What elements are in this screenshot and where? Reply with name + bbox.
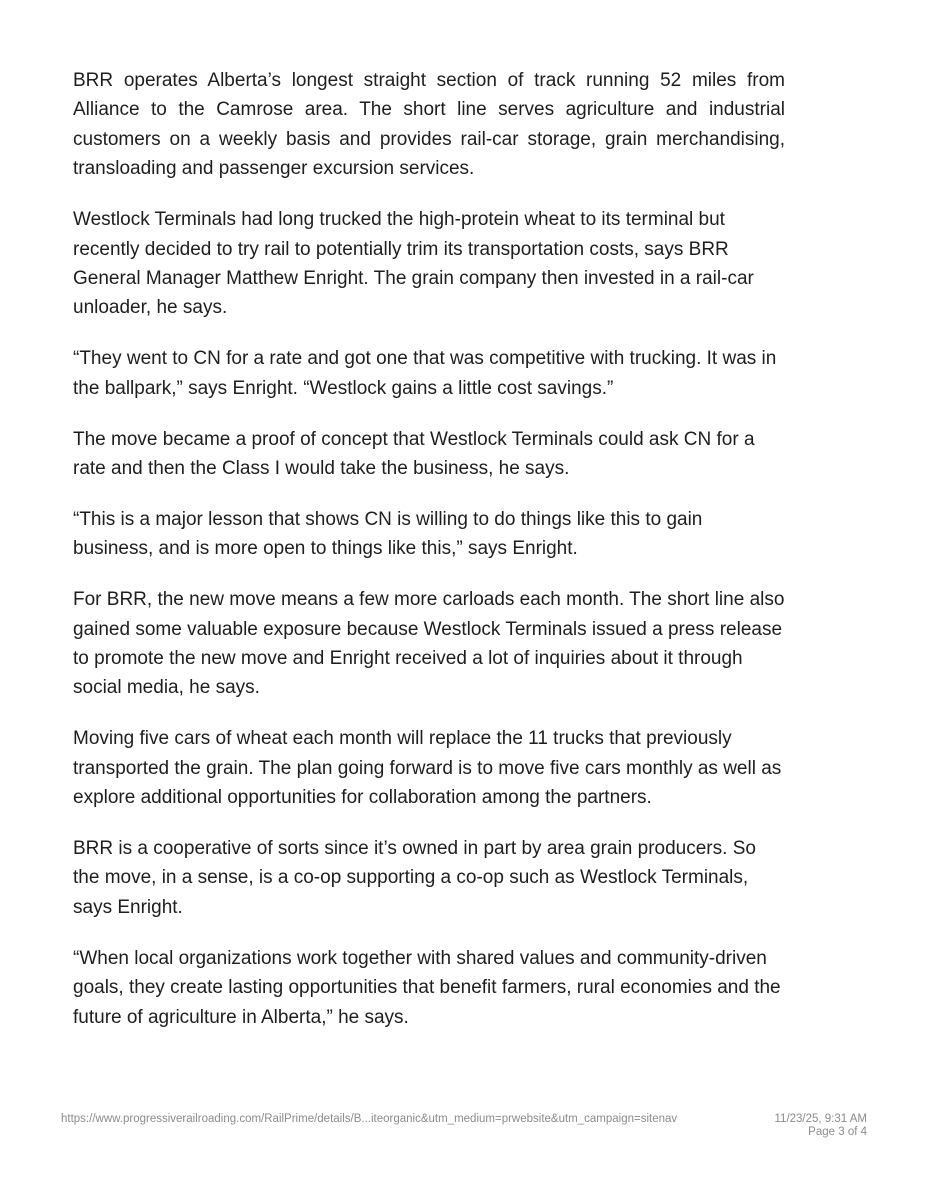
- footer-url: https://www.progressiverailroading.com/RailPrime/details/B...iteorganic&utm_medium=prwebsite&utm_campaign=sitenav: [61, 1113, 678, 1125]
- paragraph: “When local organizations work together with shared values and community-driven goals, they create lasting opportunities that benefit farmers, rural economies and the future of agriculture in Alberta,” he says.: [73, 947, 781, 1028]
- paragraph: For BRR, the new move means a few more carloads each month. The short line also gained some valuable exposure because Westlock Terminals issued a press release to promote the new move and Enright received a lot of inquiries about it through social media, he says.: [73, 589, 785, 699]
- paragraph: Moving five cars of wheat each month will replace the 11 trucks that previously transported the grain. The plan going forward is to move five cars monthly as well as explore additional opportunities for collaboration among the partners.: [73, 728, 782, 809]
- paragraph: “They went to CN for a rate and got one that was competitive with trucking. It was in the ballpark,” says Enright. “Westlock gains a little cost savings.”: [73, 348, 777, 399]
- paragraph: Westlock Terminals had long trucked the high-protein wheat to its terminal but recently decided to try rail to potentially trim its transportation costs, says BRR General Manager Matthew Enright. The grain company then invested in a rail-car unloader, he says.: [73, 209, 754, 319]
- paragraph: The move became a proof of concept that Westlock Terminals could ask CN for a rate and then the Class I would take the business, he says.: [73, 428, 755, 479]
- paragraph: “This is a major lesson that shows CN is willing to do things like this to gain business, and is more open to things like this,” says Enright.: [73, 508, 703, 560]
- article-body: [73, 66, 785, 1053]
- paragraph: BRR is a cooperative of sorts since it’s owned in part by area grain producers. So the move, in a sense, is a co-op supporting a co-op such as Westlock Terminals, says Enright.: [73, 838, 756, 918]
- footer-meta: [775, 1113, 868, 1139]
- footer-page-number: Page 3 of 4: [808, 1126, 867, 1138]
- paragraph: BRR operates Alberta’s longest straight section of track running 52 miles from Alliance to the Camrose area. The short line serves agriculture and industrial customers on a weekly basis and provides rail-car storage, grain merchandising, transloading and passenger excursion services.: [73, 70, 785, 180]
- footer-datetime: 11/23/25, 9:31 AM: [774, 1113, 867, 1125]
